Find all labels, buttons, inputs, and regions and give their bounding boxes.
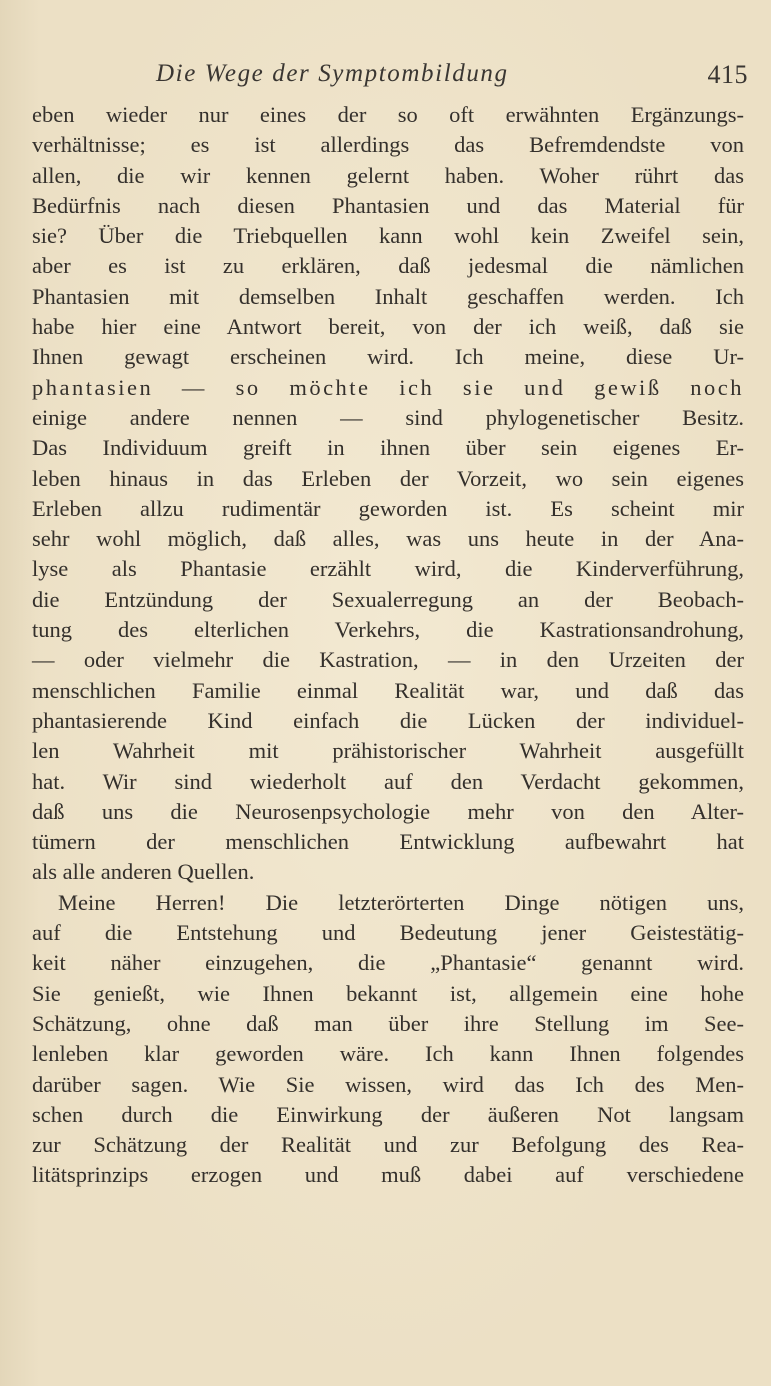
text-line: litätsprinzips erzogen und muß dabei auf verschiedene <box>32 1162 744 1188</box>
text-line: sehr wohl möglich, daß alles, was uns heute in der Ana- <box>32 526 744 552</box>
text-line: leben hinaus in das Erleben der Vorzeit, wo sein eigenes <box>32 465 744 491</box>
page-number: 415 <box>707 60 748 89</box>
text-line: einige andere nennen — sind phylogenetischer Besitz. <box>32 404 744 430</box>
text-line: habe hier eine Antwort bereit, von der ich weiß, daß sie <box>32 314 744 340</box>
text-line: Sie genießt, wie Ihnen bekannt ist, allgemein eine hohe <box>32 980 744 1006</box>
text-line: zur Schätzung der Realität und zur Befolgung des Rea- <box>32 1132 744 1158</box>
text-line: daß uns die Neurosenpsychologie mehr von den Alter- <box>32 798 744 824</box>
text-line: Erleben allzu rudimentär geworden ist. Es scheint mir <box>32 495 744 521</box>
text-line: darüber sagen. Wie Sie wissen, wird das Ich des Men- <box>32 1071 744 1097</box>
text-line: Meine Herren! Die letzterörterten Dinge nötigen uns, <box>58 889 744 915</box>
text-line: lenleben klar geworden wäre. Ich kann Ihnen folgendes <box>32 1041 744 1067</box>
text-line: eben wieder nur eines der so oft erwähnten Ergänzungs- <box>32 102 744 127</box>
paragraph-2 <box>32 888 744 1191</box>
text-line: hat. Wir sind wiederholt auf den Verdacht gekommen, <box>32 768 744 794</box>
text-line: auf die Entstehung und Bedeutung jener Geistestätig- <box>32 920 744 946</box>
text-line: — oder vielmehr die Kastration, — in den Urzeiten der <box>32 647 744 673</box>
text-line: schen durch die Einwirkung der äußeren Not langsam <box>32 1101 744 1127</box>
text-line: als alle anderen Quellen. <box>32 859 255 885</box>
text-line: Schätzung, ohne daß man über ihre Stellung im See- <box>32 1010 744 1036</box>
paragraph-1 <box>32 100 744 888</box>
text-line: Phantasien mit demselben Inhalt geschaffen werden. Ich <box>32 283 744 309</box>
text-line: phantasierende Kind einfach die Lücken der individuel- <box>32 707 744 733</box>
text-line: len Wahrheit mit prähistorischer Wahrheit ausgefüllt <box>32 738 744 764</box>
text-line: aber es ist zu erklären, daß jedesmal die nämlichen <box>32 253 744 279</box>
running-title: Die Wege der Symptombildung <box>156 60 509 87</box>
text-line: Das Individuum greift in ihnen über sein eigenes Er- <box>32 435 744 461</box>
text-line: tung des elterlichen Verkehrs, die Kastrationsandrohung, <box>32 617 744 643</box>
text-line: Ihnen gewagt erscheinen wird. Ich meine, diese Ur- <box>32 344 744 370</box>
body-text <box>32 100 744 1191</box>
text-line: menschlichen Familie einmal Realität war, und daß das <box>32 677 744 703</box>
text-line: die Entzündung der Sexualerregung an der Beobach- <box>32 586 744 612</box>
text-line: phantasien — so möchte ich sie und gewiß noch <box>32 374 744 400</box>
text-line: Bedürfnis nach diesen Phantasien und das Material für <box>32 192 744 218</box>
running-head <box>28 58 748 98</box>
text-line: verhältnisse; es ist allerdings das Befremdendste von <box>32 132 744 158</box>
text-line: sie? Über die Triebquellen kann wohl kein Zweifel sein, <box>32 223 744 249</box>
text-line: tümern der menschlichen Entwicklung aufbewahrt hat <box>32 829 744 855</box>
text-line: allen, die wir kennen gelernt haben. Woher rührt das <box>32 162 744 188</box>
text-line: keit näher einzugehen, die „Phantasie“ genannt wird. <box>32 950 744 976</box>
text-line: lyse als Phantasie erzählt wird, die Kinderverführung, <box>32 556 744 582</box>
